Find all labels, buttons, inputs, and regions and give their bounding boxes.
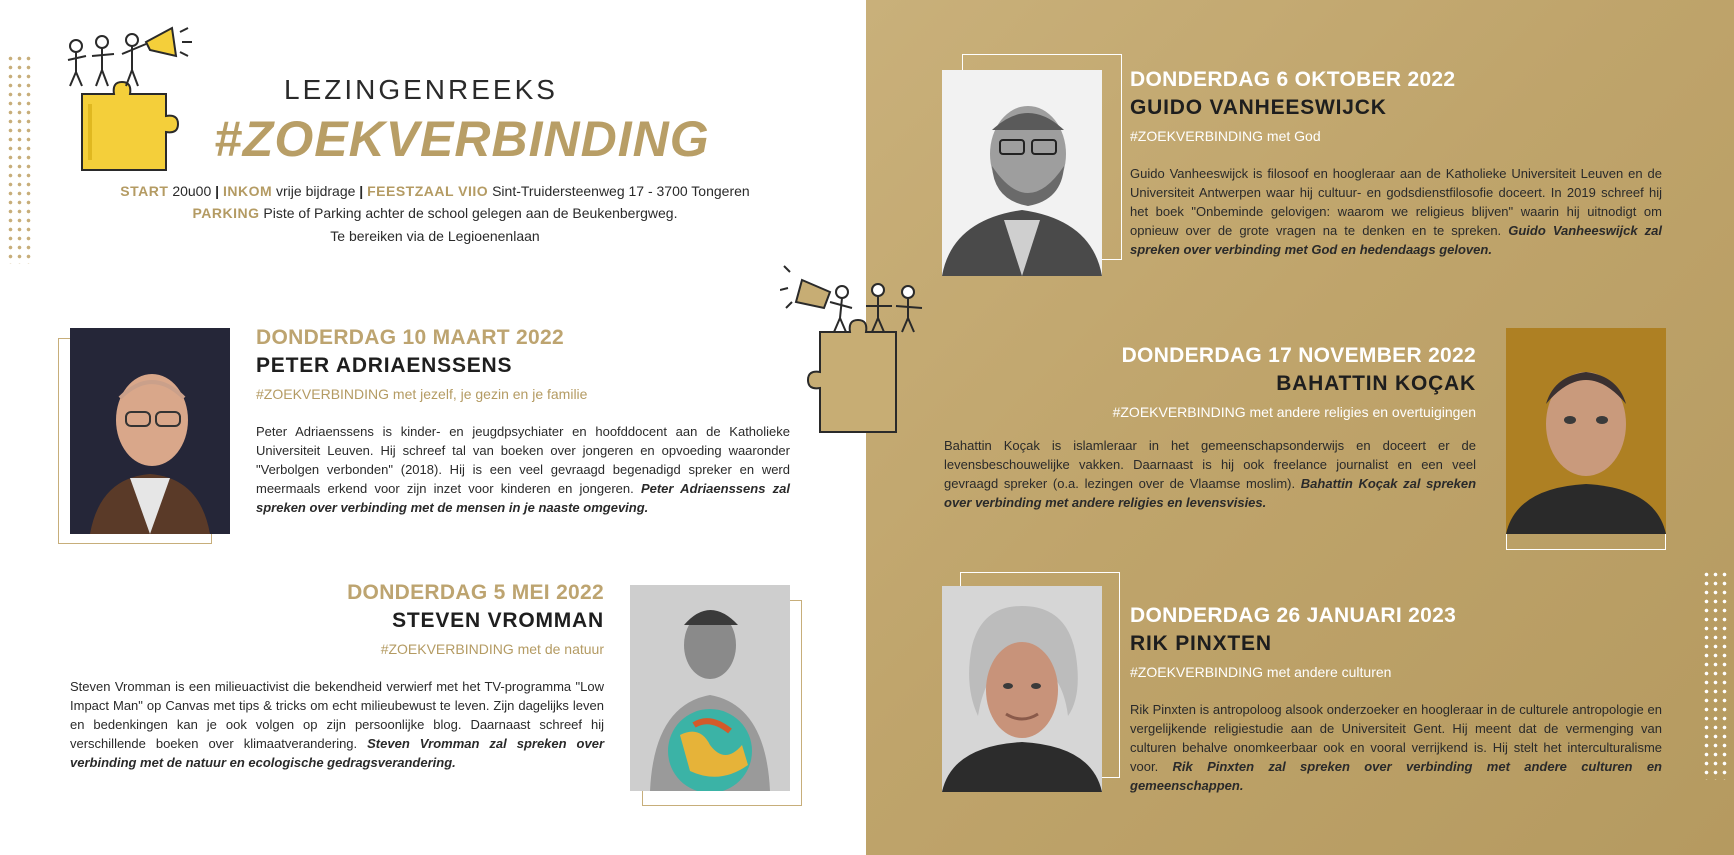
description-emphasis: Guido Vanheeswijck zal spreken over verbinding met God en hedendaags geloven. [1130,223,1662,257]
inkom-value: vrije bijdrage [276,183,356,199]
event-tag: #ZOEKVERBINDING met andere culturen [1130,664,1392,680]
parking-label: PARKING [192,205,260,221]
event-description [70,677,604,772]
inkom-label: INKOM [222,183,273,199]
speaker-name: STEVEN VROMMAN [392,609,604,632]
series-title: LEZINGENREEKS [284,74,558,105]
description-emphasis: Steven Vromman zal spreken over verbinding met de natuur en ecologische gedragsverandering. [70,736,604,770]
venue-value: Sint-Truidersteenweg 17 - 3700 Tongeren [492,183,750,199]
event-tag: #ZOEKVERBINDING met andere religies en overtuigingen [1112,404,1476,420]
speaker-name: GUIDO VANHEESWIJCK [1130,96,1387,119]
event-description [944,436,1476,512]
speaker-photo-bahattin [1506,328,1666,534]
event-date: DONDERDAG 10 MAART 2022 [256,326,564,349]
dot-pattern-left [6,54,32,264]
event-date: DONDERDAG 5 MEI 2022 [347,581,604,604]
start-value: 20u00 [172,183,212,199]
dot-pattern-right [1702,570,1728,780]
description-text: Bahattin Koçak is islamleraar in het gemeenschapsonderwijs en doceert er de levensbeschouwelijke vakken. Daarnaast is hij ook freelance journalist en een veel gevraagd spreker (o.a. lezingen over de Vlaamse moslim). [944,438,1476,491]
description-text: Steven Vromman is een milieuactivist die bekendheid verwierf met het TV-programma "Low Impact Man" op Canvas met tips & tricks om echt milieubewust te leven. Zijn dagelijks leven en bedenkingen kan je ook volgen op zijn persoonlijke blog. Daarnaast schreef hij verschillende boeken over klimaatverandering. [70,679,604,751]
event-rik [1130,604,1662,795]
separator: | [359,183,364,199]
description-emphasis: Peter Adriaenssens zal spreken over verbinding met de mensen in je naaste omgeving. [256,481,790,515]
speaker-name: PETER ADRIAENSSENS [256,354,513,377]
venue-label: FEESTZAAL VIIO [367,183,489,199]
people-puzzle-megaphone-icon [780,262,940,434]
event-guido [1130,68,1662,259]
speaker-photo-rik [942,586,1102,792]
parking-value: Piste of Parking achter de school gelegen aan de Beukenbergweg. [263,205,678,221]
event-tag: #ZOEKVERBINDING met God [1130,128,1321,144]
event-date: DONDERDAG 17 NOVEMBER 2022 [1121,344,1476,367]
description-text: Rik Pinxten is antropoloog alsook onderzoeker en hoogleraar in de culturele antropologie en vergelijkende religiestudie aan de Universiteit Gent. Hij meent dat de vermenging van culturen behalve onomkeerbaar ook en vooral verrijkend is. Hij stelt het interculturalisme voor. [1130,702,1662,774]
description-text: Peter Adriaenssens is kinder- en jeugdpsychiater en hoofddocent aan de Katholieke Universiteit Leuven. Hij schreef tal van boeken over jongeren en opvoeding waaronder "Verbolgen verbonden" (2018). Hij is een veel gevraagd begenadigd spreker en werd meermaals erkend voor zijn inzet voor kinderen en jongeren. [256,424,790,496]
left-panel [0,0,866,855]
speaker-name: RIK PINXTEN [1130,632,1272,655]
event-peter [256,326,790,517]
separator: | [215,183,220,199]
speaker-photo-peter [70,328,230,534]
event-date: DONDERDAG 26 JANUARI 2023 [1130,604,1457,627]
event-description [256,422,790,517]
speaker-photo-guido [942,70,1102,276]
event-tag: #ZOEKVERBINDING met jezelf, je gezin en je familie [256,386,588,402]
speaker-photo-steven [630,585,790,791]
event-tag: #ZOEKVERBINDING met de natuur [380,641,604,657]
event-steven [70,581,604,772]
description-emphasis: Bahattin Koçak zal spreken over verbinding met andere religies en levensvisies. [944,476,1477,510]
event-info [60,183,810,199]
reach-info: Te bereiken via de Legioenenlaan [330,228,540,244]
speaker-name: BAHATTIN KOÇAK [1276,372,1476,395]
event-description [1130,164,1662,259]
parking-info [60,205,810,221]
people-puzzle-megaphone-icon [62,20,202,180]
description-text: Guido Vanheeswijck is filosoof en hoogleraar aan de Katholieke Universiteit Leuven en de Universiteit Antwerpen waar hij cultuur- en godsdienstfilosofie doceert. In 2019 schreef hij het boek "Onbeminde gelovigen: waarom we religieus blijven" waarin hij uitnodigt om opnieuw over de grote vragen na te denken en te spreken. [1130,166,1662,238]
description-emphasis: Rik Pinxten zal spreken over verbinding met andere culturen en gemeenschappen. [1130,759,1662,793]
event-bahattin [944,344,1476,512]
hashtag-title: #ZOEKVERBINDING [214,111,710,167]
event-description [1130,700,1662,795]
event-date: DONDERDAG 6 OKTOBER 2022 [1130,68,1456,91]
start-label: START [120,183,169,199]
right-panel [866,0,1734,855]
